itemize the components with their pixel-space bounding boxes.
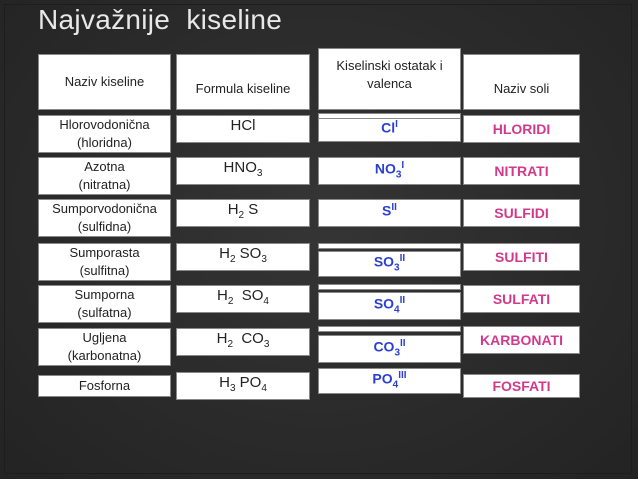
header-naziv-soli: Naziv soli xyxy=(463,54,580,110)
header-naziv-kiseline: Naziv kiseline xyxy=(38,54,171,110)
table-row-formula: $HNO_3$ xyxy=(176,157,310,185)
slide-title: Najvažnije kiseline xyxy=(38,4,283,35)
table-row-salt: SULFATI xyxy=(463,285,580,313)
table-row-ostatak: $Cl^I$ xyxy=(318,118,461,142)
table-row-ostatak: $SO_3^{II}$ xyxy=(318,251,461,277)
header-formula-kiseline: Formula kiseline xyxy=(176,54,310,110)
row-separator xyxy=(318,243,461,249)
table-row-ostatak: $S^{II}$ xyxy=(318,199,461,227)
table-row-salt: FOSFATI xyxy=(463,374,580,398)
table-row-name: Sumporvodonična (sulfidna) xyxy=(38,199,171,237)
table-row-formula: $H_2$ $SO_4$ xyxy=(176,285,310,313)
table-row-salt: NITRATI xyxy=(463,157,580,185)
table-row-salt: HLORIDI xyxy=(463,115,580,143)
table-row-ostatak: $PO_4^{III}$ xyxy=(318,368,461,394)
table-row-formula: $H_2$ $SO_3$ xyxy=(176,243,310,271)
row-separator xyxy=(318,326,461,332)
table-row-name: Ugljena (karbonatna) xyxy=(38,328,171,366)
table-row-name: Sumporasta (sulfitna) xyxy=(38,243,171,281)
table-row-salt: SULFITI xyxy=(463,243,580,271)
table-row-name: Fosforna xyxy=(38,375,171,397)
table-row-ostatak: $CO_3^{II}$ xyxy=(318,335,461,363)
table-row-name: Hlorovodonična (hloridna) xyxy=(38,115,171,153)
table-row-ostatak: $SO_4^{II}$ xyxy=(318,292,461,320)
table-row-formula: HCl xyxy=(176,115,310,143)
row-separator xyxy=(318,284,461,290)
header-kiselinski-ostatak: Kiselinski ostatak i valenca xyxy=(318,48,461,110)
table-row-salt: KARBONATI xyxy=(463,326,580,354)
table-row-ostatak: $NO_3^I$ xyxy=(318,157,461,185)
table-row-formula: $H_3$ $PO_4$ xyxy=(176,372,310,400)
table-row-formula: $H_2$ S xyxy=(176,199,310,227)
table-row-name: Sumporna (sulfatna) xyxy=(38,285,171,323)
table-row-formula: $H_2$ $CO_3$ xyxy=(176,328,310,356)
table-row-name: Azotna (nitratna) xyxy=(38,157,171,195)
table-row-salt: SULFIDI xyxy=(463,199,580,227)
